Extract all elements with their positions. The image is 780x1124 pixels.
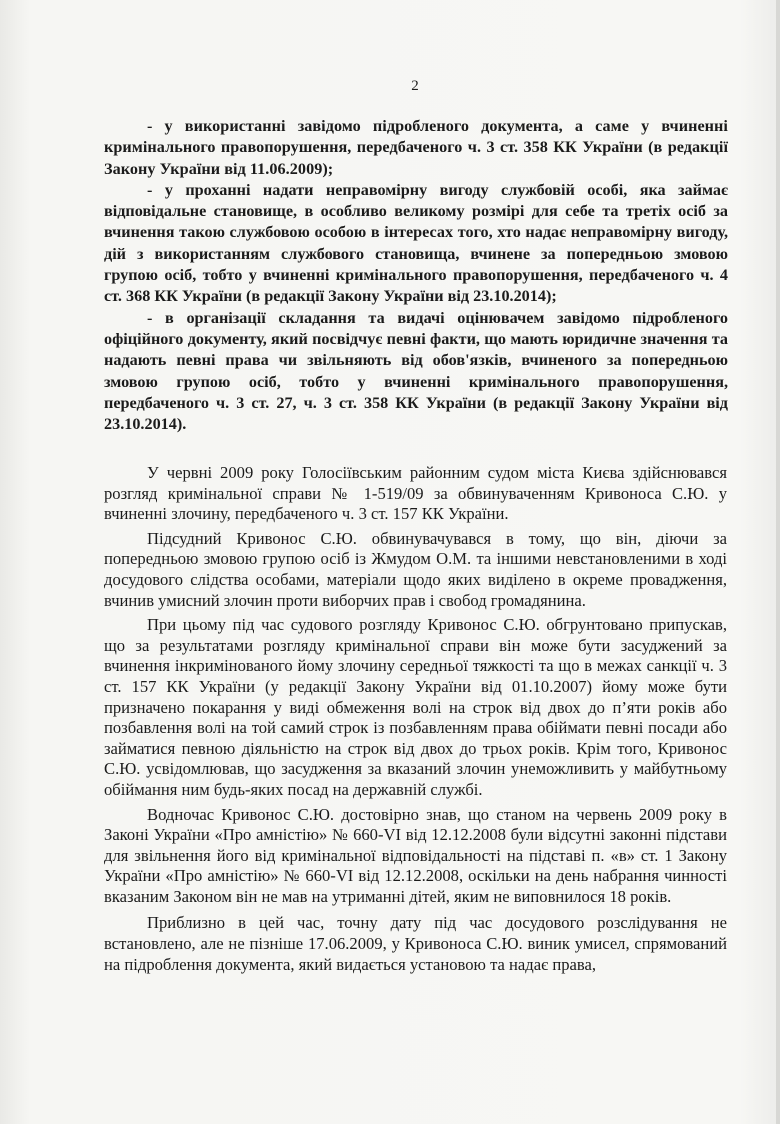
body-paragraph: Підсудний Кривонос С.Ю. обвинувачувався в тому, що він, діючи за попередньою змовою групою осіб із Жмудом О.М. та іншими невстановленими в ході досудового слідства особами, матеріали щодо яких виділено в окреме провадження, вчинив умисний злочин проти виборчих прав і свобод громадянина. [104,528,727,610]
body-paragraph: При цьому під час судового розгляду Кривонос С.Ю. обгрунтовано припускав, що за результатами розгляду кримінальної справи він може бути засуджений за вчинення інкримінованого йому злочину середньої тяжкості та що в межах санкції ч. 3 ст. 157 КК України (у редакції Закону України від 01.10.2007) йому може бути призначено покарання у виді обмеження волі на строк від двох до п’яти років або позбавлення волі на той самий строк із позбавленням права обіймати певні посади або займатися певною діяльністю на строк від двох до трьох років. Крім того, Кривонос С.Ю. усвідомлював, що засудження за вказаний злочин унеможливить у майбутньому обіймання ним будь-яких посад на державній службі. [104,615,727,799]
charge-item: - у використанні завідомо підробленого документа, а саме у вчиненні кримінального правопорушення, передбаченого ч. 3 ст. 358 КК України (в редакції Закону України від 11.06.2009); [104,117,728,178]
scan-edge [776,0,780,1124]
body-paragraph: Приблизно в цей час, точну дату під час досудового розслідування не встановлено, але не пізніше 17.06.2009, у Кривоноса С.Ю. виник умисел, спрямований на підроблення документа, який видається установою та надає права, [104,913,727,974]
charges-list [104,116,728,435]
document-body [104,463,727,975]
body-paragraph: У червні 2009 року Голосіївським районним судом міста Києва здійснювався розгляд кримінальної справи № 1-519/09 за обвинуваченням Кривоноса С.Ю. у вчиненні злочину, передбаченого ч. 3 ст. 157 КК України. [104,463,727,524]
body-paragraph: Водночас Кривонос С.Ю. достовірно знав, що станом на червень 2009 року в Законі України «Про амністію» № 660-VI від 12.12.2008 були відсутні законні підстави для звільнення його від кримінальної відповідальності на підставі п. «в» ст. 1 Закону України «Про амністію» № 660-VI від 12.12.2008, оскільки на день набрання чинності вказаним Законом він не мав на утриманні дітей, яким не виповнилося 18 років. [104,804,727,906]
charge-item: - в організації складання та видачі оцінювачем завідомо підробленого офіційного документу, який посвідчує певні факти, що мають юридичне значення та надають певні права чи звільняють від обов'язків, вчиненого за попередньою змовою групою осіб, тобто у вчиненні кримінального правопорушення, передбаченого ч. 3 ст. 27, ч. 3 ст. 358 КК України (в редакції Закону України від 23.10.2014). [104,308,728,434]
page-number: 2 [411,78,419,94]
charge-item: - у проханні надати неправомірну вигоду службовій особі, яка займає відповідальне становище, в особливо великому розмірі для себе та третіх осіб за вчинення такою службовою особою в інтересах того, хто надає неправомірну вигоду, дій з використанням службового становища, вчинене за попередньою змовою групою осіб, тобто у вчиненні кримінального правопорушення, передбаченого ч. 4 ст. 368 КК України (в редакції Закону України від 23.10.2014); [104,180,728,306]
